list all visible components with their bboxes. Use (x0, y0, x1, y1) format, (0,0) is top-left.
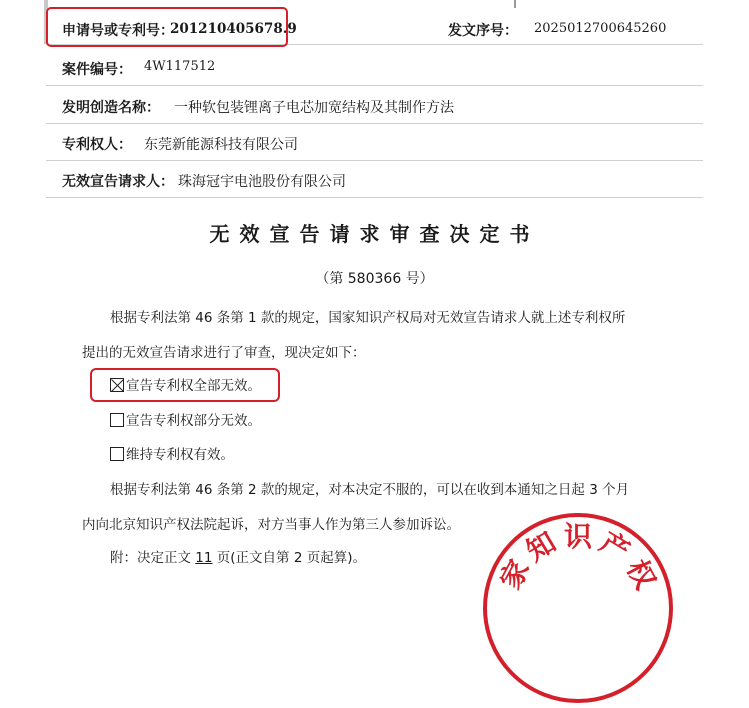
requester-row (46, 161, 703, 198)
option-maintain-label: 维持专利权有效。 (126, 447, 234, 463)
attachment-pages: 11 (195, 550, 213, 566)
page-edge-right (514, 0, 516, 8)
option-invalid-part-label: 宣告专利权部分无效。 (126, 413, 261, 429)
patentee-label: 专利权人： (62, 137, 132, 153)
seal-char: 识 (563, 520, 593, 553)
invention-label: 发明创造名称： (62, 100, 160, 116)
paragraph-2-line-2: 内向北京知识产权法院起诉，对方当事人作为第三人参加诉讼。 (82, 517, 460, 533)
attachment-suffix: 页(正文自第 2 页起算)。 (212, 550, 366, 566)
requester-value: 珠海冠宇电池股份有限公司 (178, 174, 346, 190)
seal-text (494, 520, 663, 595)
seal-char: 家 (493, 554, 537, 595)
case-no-label: 案件编号： (62, 62, 132, 78)
seal-char: 产 (594, 525, 636, 569)
official-seal (478, 508, 678, 708)
checkbox-maintain (110, 447, 124, 461)
document-title: 无效宣告请求审查决定书 (209, 222, 540, 246)
paragraph-2-line-1: 根据专利法第 46 条第 2 款的规定，对本决定不服的，可以在收到本通知之日起 3 个月 (110, 482, 630, 498)
paragraph-1-line-1: 根据专利法第 46 条第 1 款的规定，国家知识产权局对无效宣告请求人就上述专利权所 (110, 310, 626, 326)
paragraph-1-line-2: 提出的无效宣告请求进行了审查，现决定如下： (82, 345, 366, 361)
case-no-value: 4W117512 (144, 59, 216, 74)
decision-number: （第 580366 号） (315, 271, 434, 287)
invention-row (46, 87, 703, 124)
checkbox-invalid-part (110, 413, 124, 427)
issue-no-value: 2025012700645260 (534, 21, 667, 36)
app-no-highlight-box (46, 7, 288, 47)
issue-no-label: 发文序号： (448, 23, 518, 39)
invention-value: 一种软包装锂离子电芯加宽结构及其制作方法 (174, 100, 454, 116)
case-no-row (46, 49, 703, 86)
option-highlight-box (90, 368, 280, 402)
app-no-value: 201210405678.9 (170, 21, 297, 37)
app-no-label: 申请号或专利号： (62, 23, 174, 39)
option-invalid-part (110, 409, 261, 429)
attachment-prefix: 附：决定正文 (110, 550, 196, 566)
attachment-line (110, 546, 366, 566)
patentee-value: 东莞新能源科技有限公司 (144, 137, 298, 153)
option-invalid-all-label: 宣告专利权全部无效。 (126, 378, 261, 394)
patentee-row (46, 124, 703, 161)
seal-char: 权 (619, 554, 663, 595)
option-maintain (110, 443, 234, 463)
requester-label: 无效宣告请求人： (62, 174, 174, 190)
seal-char: 知 (520, 525, 562, 569)
